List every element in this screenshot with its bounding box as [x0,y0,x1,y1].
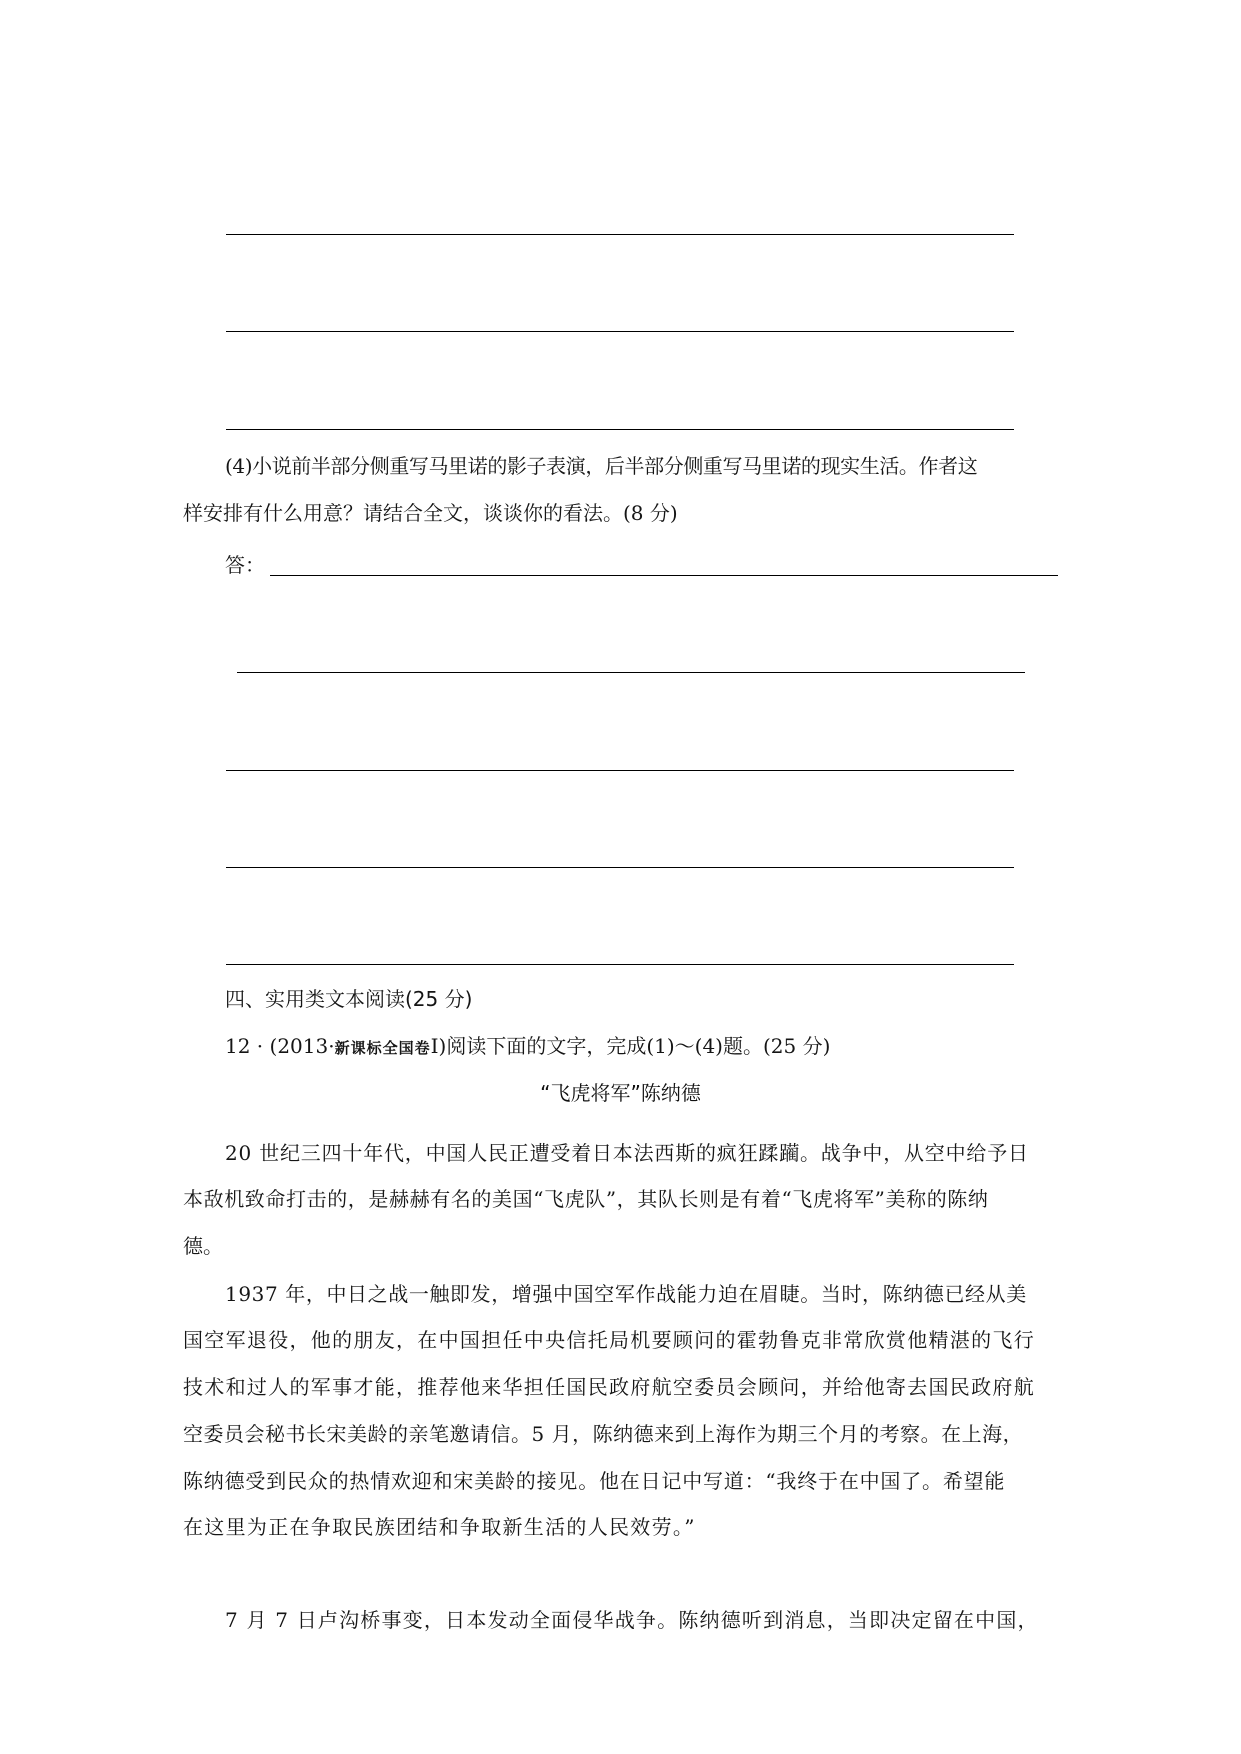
question-12-prompt [225,1034,830,1060]
article-p2-line: 在这里为正在争取民族团结和争取新生活的人民效劳。” [183,1515,696,1539]
article-p2-line: 空委员会秘书长宋美龄的亲笔邀请信。5 月，陈纳德来到上海作为期三个月的考察。在上海， [183,1422,1024,1446]
question-4-line-1: (4)小说前半部分侧重写马里诺的影子表演，后半部分侧重写马里诺的现实生活。作者这 [225,454,978,478]
question-12-roman: Ⅰ [430,1034,439,1058]
article-p1-line: 德。 [183,1234,223,1258]
article-p2-line: 国空军退役，他的朋友，在中国担任中央信托局机要顾问的霍勃鲁克非常欣赏他精湛的飞行 [183,1328,1035,1352]
answer-line[interactable] [237,672,1025,673]
answer-line[interactable] [270,575,1058,576]
article-p1-line: 本敌机致命打击的，是赫赫有名的美国“飞虎队”，其队长则是有着“飞虎将军”美称的陈纳 [183,1187,989,1211]
answer-line[interactable] [226,331,1014,332]
article-p2-line: 1937 年，中日之战一触即发，增强中国空军作战能力迫在眉睫。当时，陈纳德已经从美 [225,1282,1027,1306]
answer-line[interactable] [226,770,1014,771]
question-4-line-2: 样安排有什么用意？请结合全文，谈谈你的看法。(8 分) [183,501,678,525]
answer-label: 答： [225,553,265,577]
answer-line[interactable] [226,429,1014,430]
article-p1-line: 20 世纪三四十年代，中国人民正遭受着日本法西斯的疯狂蹂躏。战争中，从空中给予日 [225,1141,1029,1165]
article-p2-line: 技术和过人的军事才能，推荐他来华担任国民政府航空委员会顾问，并给他寄去国民政府航 [183,1375,1035,1399]
answer-line[interactable] [226,867,1014,868]
article-title: “飞虎将军”陈纳德 [540,1081,701,1105]
answer-line[interactable] [226,964,1014,965]
question-12-prefix: 12 · (2013· [225,1034,335,1058]
answer-line[interactable] [226,234,1014,235]
article-p2-line: 陈纳德受到民众的热情欢迎和宋美龄的接见。他在日记中写道：“我终于在中国了。希望能 [183,1469,1006,1493]
section-heading: 四、实用类文本阅读(25 分) [225,987,473,1011]
question-12-suffix: )阅读下面的文字，完成(1)～(4)题。(25 分) [438,1034,831,1058]
article-p3-line: 7 月 7 日卢沟桥事变，日本发动全面侵华战争。陈纳德听到消息，当即决定留在中国， [225,1608,1039,1632]
question-12-source: 新课标全国卷 [334,1039,431,1057]
